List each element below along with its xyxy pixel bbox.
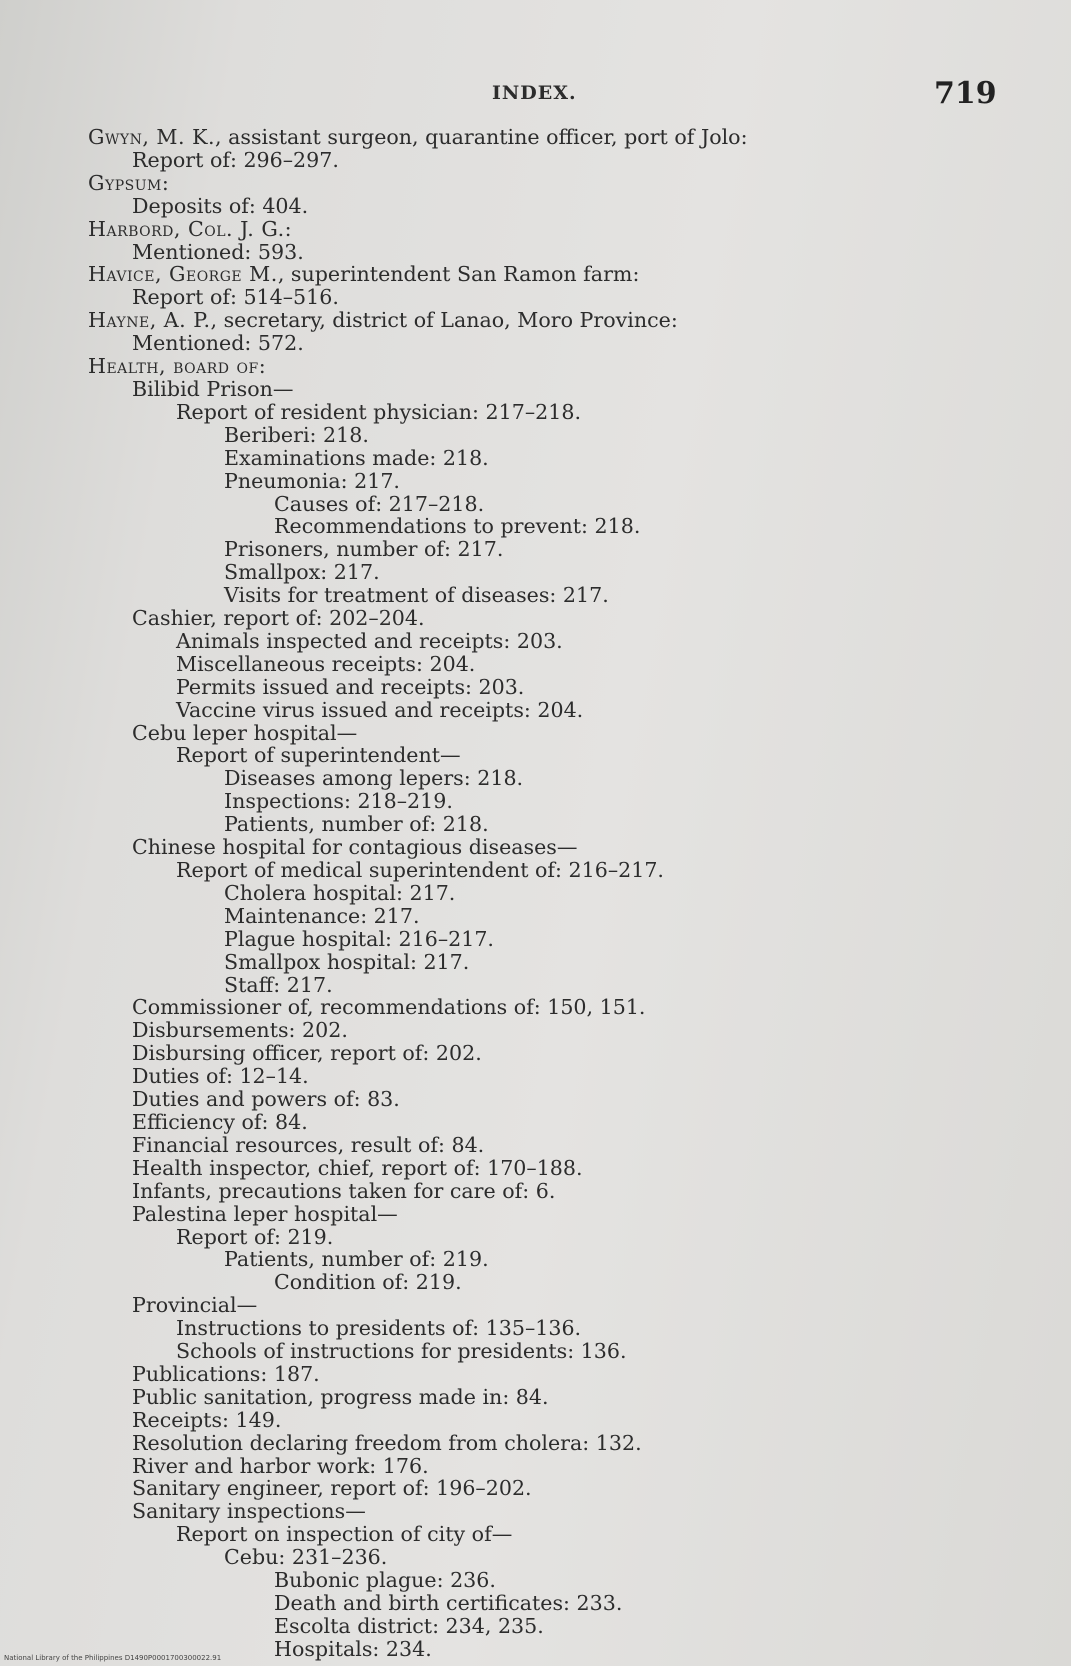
index-entry [224,882,1028,905]
entry-text: Recommendations to prevent: 218. [274,514,641,539]
entry-text: Escolta district: 234, 235. [274,1613,544,1638]
index-entry [176,1317,1028,1340]
entry-text: Provincial— [132,1293,258,1318]
index-entry [176,1523,1028,1546]
entry-text: Public sanitation, progress made in: 84. [132,1384,549,1409]
entry-text: Cashier, report of: 202–204. [132,606,425,631]
index-entry [274,1569,1028,1592]
entry-text: Visits for treatment of diseases: 217. [224,583,609,608]
entry-text: Report on inspection of city of— [176,1522,513,1547]
index-entry [132,1386,1028,1409]
entry-text: Mentioned: 572. [132,331,304,356]
entry-text: Deposits of: 404. [132,193,309,218]
index-entry [274,493,1028,516]
entry-text: Maintenance: 217. [224,903,420,928]
entry-text: Vaccine virus issued and receipts: 204. [176,697,584,722]
index-entry [132,1477,1028,1500]
index-entry [224,790,1028,813]
index-entry [88,309,1028,332]
entry-heading: Gwyn, M. K. [88,125,216,149]
index-entry [132,1134,1028,1157]
index-entry [132,1088,1028,1111]
entry-text: Staff: 217. [224,972,333,997]
index-entry [132,1042,1028,1065]
entry-text: Health inspector, chief, report of: 170–188. [132,1155,583,1180]
index-entry [132,286,1028,309]
index-entry [132,1294,1028,1317]
entry-text: Report of: 296–297. [132,147,339,172]
index-entry [176,401,1028,424]
entry-text: Condition of: 219. [274,1270,462,1295]
entry-text: Schools of instructions for presidents: 136. [176,1339,627,1364]
index-entry [132,607,1028,630]
index-entry [224,1546,1028,1569]
entry-text: Chinese hospital for contagious diseases— [132,835,578,860]
entry-heading: Health, board of [88,354,259,379]
index-entry [176,1340,1028,1363]
index-entry [176,630,1028,653]
entry-text: Smallpox hospital: 217. [224,949,470,974]
index-entry [176,859,1028,882]
entry-heading: Gypsum [88,170,162,195]
entry-text: Causes of: 217–218. [274,491,485,516]
entry-text: Mentioned: 593. [132,239,304,264]
entry-text: Efficiency of: 84. [132,1109,308,1134]
index-entry [274,1638,1028,1661]
entry-text: Receipts: 149. [132,1407,282,1432]
entry-text: Miscellaneous receipts: 204. [176,651,476,676]
index-list [88,126,1028,1661]
entry-text: River and harbor work: 176. [132,1453,429,1478]
entry-text: Bubonic plague: 236. [274,1568,496,1593]
entry-text: Report of resident physician: 217–218. [176,399,581,424]
entry-text: Patients, number of: 218. [224,812,489,837]
index-entry [224,974,1028,997]
index-entry [132,241,1028,264]
entry-text: Infants, precautions taken for care of: 6. [132,1178,556,1203]
entry-text: Permits issued and receipts: 203. [176,674,525,699]
entry-text: Resolution declaring freedom from cholera: 132. [132,1430,642,1455]
index-entry [224,470,1028,493]
index-entry [132,836,1028,859]
index-entry [274,515,1028,538]
index-entry [176,699,1028,722]
index-entry [132,1157,1028,1180]
entry-text: Report of superintendent— [176,743,461,768]
index-entry [176,744,1028,767]
entry-text: Patients, number of: 219. [224,1247,489,1272]
index-entry [132,1455,1028,1478]
index-entry [88,218,1028,241]
header-title: INDEX. [492,82,577,104]
index-entry [132,195,1028,218]
index-entry [132,332,1028,355]
entry-text: Animals inspected and receipts: 203. [176,628,563,653]
entry-text: Cholera hospital: 217. [224,880,456,905]
entry-text: Disbursing officer, report of: 202. [132,1041,482,1066]
entry-text: : [284,216,292,241]
entry-text: Publications: 187. [132,1361,320,1386]
index-entry [132,1203,1028,1226]
index-entry [224,767,1028,790]
entry-text: Smallpox: 217. [224,560,380,585]
entry-text: Palestina leper hospital— [132,1201,398,1226]
entry-text: Commissioner of, recommendations of: 150, 151. [132,995,646,1020]
page-header [0,76,1071,112]
index-entry [132,1363,1028,1386]
entry-text: Report of: 219. [176,1224,334,1249]
index-entry [132,996,1028,1019]
index-entry [176,676,1028,699]
index-entry [88,172,1028,195]
entry-text: Report of: 514–516. [132,285,339,310]
index-entry [224,447,1028,470]
index-entry [132,1409,1028,1432]
index-entry [274,1592,1028,1615]
index-entry [88,263,1028,286]
entry-text: Financial resources, result of: 84. [132,1132,485,1157]
entry-text: : [161,170,169,195]
entry-text: , superintendent San Ramon farm: [277,262,640,287]
index-entry [176,653,1028,676]
entry-text: Inspections: 218–219. [224,789,453,814]
index-entry [132,1111,1028,1134]
index-entry [224,905,1028,928]
entry-text: Cebu: 231–236. [224,1545,388,1570]
index-entry [274,1271,1028,1294]
entry-text: Instructions to presidents of: 135–136. [176,1316,582,1341]
entry-text: Cebu leper hospital— [132,720,358,745]
entry-heading: Hayne, A. P. [88,308,211,333]
entry-text: Examinations made: 218. [224,445,489,470]
entry-text: , assistant surgeon, quarantine officer, port of Jolo: [215,125,748,149]
entry-heading: Havice, George M. [88,262,278,287]
index-entry [224,1248,1028,1271]
index-entry [132,722,1028,745]
index-entry [88,126,1028,149]
entry-heading: Harbord, Col. J. G. [88,216,285,241]
index-entry [224,538,1028,561]
entry-text: Sanitary inspections— [132,1499,366,1524]
entry-text: Disbursements: 202. [132,1018,348,1043]
index-entry [132,1432,1028,1455]
entry-text: Hospitals: 234. [274,1636,432,1661]
index-entry [224,584,1028,607]
index-entry [224,561,1028,584]
entry-text: Bilibid Prison— [132,376,294,401]
entry-text: Diseases among lepers: 218. [224,766,524,791]
entry-text: Report of medical superintendent of: 216–217. [176,858,664,882]
index-entry [224,928,1028,951]
entry-text: Prisoners, number of: 217. [224,537,504,562]
page-number: 719 [934,76,997,111]
index-entry [88,355,1028,378]
entry-text: : [258,354,266,379]
entry-text: Sanitary engineer, report of: 196–202. [132,1476,532,1501]
scan-credit: National Library of the Philippines D1490P0001700300022.91 [4,1654,222,1662]
index-entry [224,813,1028,836]
index-entry [224,424,1028,447]
entry-text: , secretary, district of Lanao, Moro Province: [210,308,678,333]
entry-text: Plague hospital: 216–217. [224,926,494,951]
index-entry [132,1500,1028,1523]
index-entry [132,1065,1028,1088]
index-entry [132,378,1028,401]
entry-text: Death and birth certificates: 233. [274,1591,623,1615]
index-entry [224,951,1028,974]
index-entry [176,1226,1028,1249]
index-entry [132,1019,1028,1042]
entry-text: Beriberi: 218. [224,422,369,447]
index-entry [274,1615,1028,1638]
index-entry [132,1180,1028,1203]
entry-text: Duties and powers of: 83. [132,1087,400,1112]
index-entry [132,149,1028,172]
entry-text: Pneumonia: 217. [224,468,400,493]
entry-text: Duties of: 12–14. [132,1064,309,1089]
